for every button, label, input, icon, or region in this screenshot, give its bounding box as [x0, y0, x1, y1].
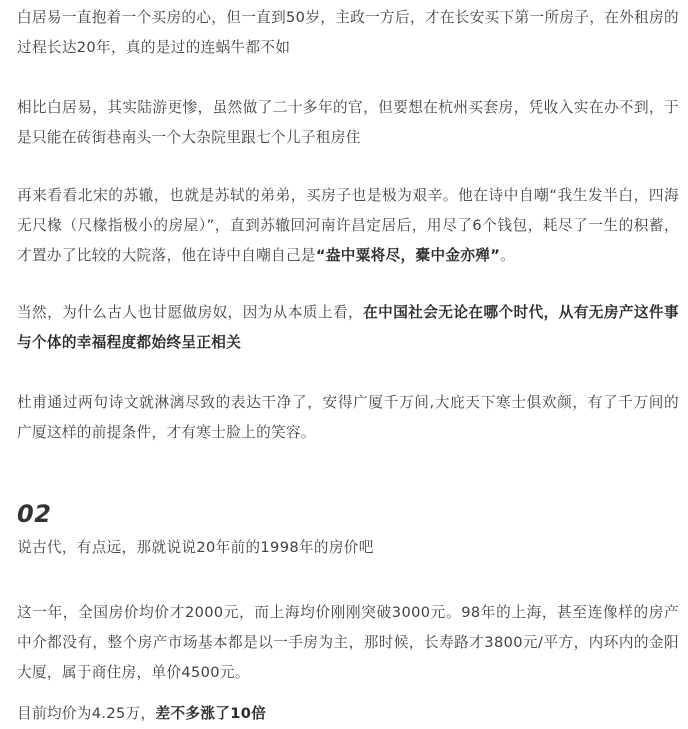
paragraph-bai-juyi: 白居易一直抱着一个买房的心，但一直到50岁，主政一方后，才在长安买下第一所房子，在外租房的过程长达20年，真的是过的连蜗牛都不如	[17, 9, 679, 56]
poem-quote-bold: “盎中粟将尽，橐中金亦殚”	[315, 247, 501, 264]
paragraph-su-zhe-end: 。	[500, 247, 516, 264]
paragraph-su-zhe	[17, 181, 679, 271]
price-increase-bold: 差不多涨了10倍	[155, 705, 267, 722]
paragraph-house-slave-text: 当然，为什么古人也甘愿做房奴，因为从本质上看，	[17, 304, 364, 321]
current-price-text: 目前均价为4.25万，	[17, 705, 156, 722]
paragraph-lu-you: 相比白居易，其实陆游更惨，虽然做了二十多年的官，但要想在杭州买套房，凭收入实在办不到，于是只能在砖街巷南头一个大杂院里跟七个儿子租房住	[17, 99, 679, 146]
paragraph-su-zhe-text: 再来看看北宋的苏辙，也就是苏轼的弟弟，买房子也是极为艰辛。他在诗中自嘲“我生发半白，四海无尺椽（尺椽指极小的房屋）”，直到苏辙回河南许昌定居后，用尽了6个钱包，耗尽了一生的积蓄，才置办了比较的大院落，他在诗中自嘲自己是	[17, 187, 679, 264]
paragraph-du-fu: 杜甫通过两句诗文就淋漓尽致的表达干净了，安得广厦千万间,大庇天下寒士俱欢颜，有了千万间的广厦这样的前提条件，才有寒士脸上的笑容。	[17, 394, 679, 441]
paragraph-1998-intro: 说古代，有点远，那就说说20年前的1998年的房价吧	[17, 539, 374, 556]
happiness-correlation-bold: 在中国社会无论在哪个时代，从有无房产这件事与个体的幸福程度都始终呈正相关	[17, 304, 679, 351]
paragraph-current-price	[17, 699, 266, 729]
section-number: 02	[17, 500, 52, 528]
paragraph-house-slave	[17, 298, 679, 358]
paragraph-1998-prices: 这一年，全国房价均价才2000元，而上海均价刚刚突破3000元。98年的上海，甚至连像样的房产中介都没有，整个房产市场基本都是以一手房为主，那时候，长寿路才3800元/平方，内环内的金阳大厦，属于商住房，单价4500元。	[17, 604, 679, 681]
